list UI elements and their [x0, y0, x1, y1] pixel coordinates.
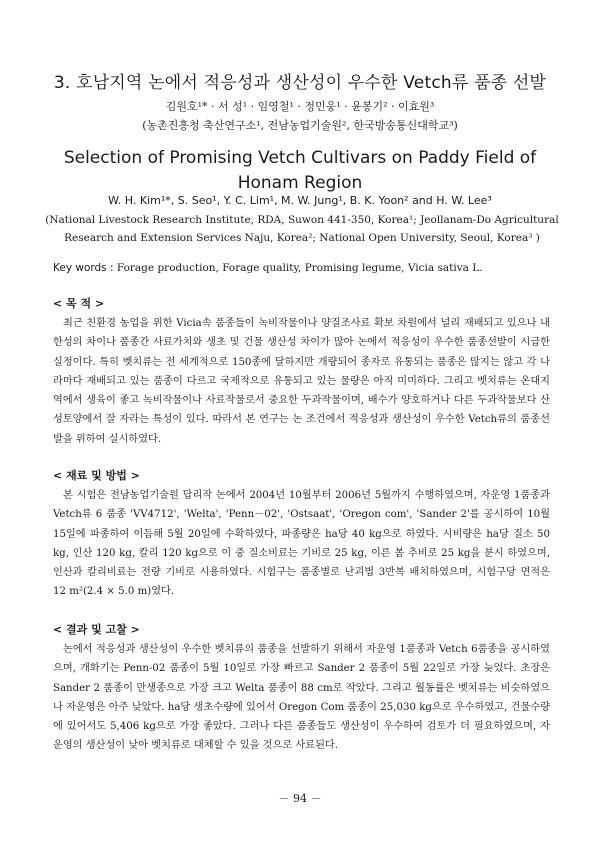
korean-affiliations: (농촌진흥청 축산연구소¹, 전남농업기술원², 한국방송통신대학교³): [142, 119, 458, 132]
section-text-methods: 본 시험은 전남농업기술원 답리작 논에서 2004년 10월부터 2006년 5월까지 수행하였으며, 자운영 1품종과 Vetch류 6 품종 'VV4712', 'Welta', 'Penn－02', 'Ostsaat', 'Oregon com', 'Sander 2'를 공시하여 10월 15일에 파종하여 이듬해 5월 20일에 수확하였다, 파종량은 ha당 40 kg으로 하였다. 시비량은 ha당 질소 50 kg, 인산 120 kg, 칼리 120 kg으로 이 중 질소비료는 기비로 25 kg, 이른 봄 추비로 25 kg을 분시 하였으며, 인산과 칼리비료는 전량 기비로 시용하였다. 시험구는 품종별로 난괴법 3반복 배치하였으며, 시험구당 면적은 12 m²(2.4 × 5.0 m)였다.: [53, 490, 550, 598]
section-heading-results: < 결과 및 고찰 >: [53, 623, 140, 636]
english-title: Selection of Promising Vetch Cultivars on Paddy Field of Honam Region: [63, 148, 537, 193]
keywords-label: Key words :: [53, 262, 114, 274]
page-number: － 94 －: [278, 792, 322, 805]
korean-authors: 김원호¹* · 서 성¹ · 임영철¹ · 정민웅¹ · 윤봉기² · 이효원³: [165, 100, 435, 113]
section-heading-methods: < 재료 및 방법 >: [53, 469, 140, 482]
english-authors: W. H. Kim¹*, S. Seo¹, Y. C. Lim¹, M. W. Jung¹, B. K. Yoon² and H. W. Lee³: [108, 194, 492, 207]
keywords-list: Forage production, Forage quality, Promising legume, Vicia sativa L.: [116, 262, 483, 274]
section-text-purpose: 최근 친환경 농업을 위한 Vicia속 품종들이 녹비작물이나 양질조사료 확보 차원에서 널리 재배되고 있으나 내한성의 차이나 품종간 사료가치와 생초 및 건물 생산성 차이가 많아 논에서 적응성이 우수한 품종선발이 시급한 실정이다. 특히 벳치류는 전 세계적으로 150종에 달하지만 개량되어 종자로 유통되는 품종은 많지는 않고 각 나라마다 재배되고 있는 품종이 다르고 국제적으로 유통되고 있는 물량은 아직 미미하다. 그리고 벳치류는 온대지역에서 생육이 좋고 녹비작물이나 사료작물로서 중요한 두과작물이며, 배수가 양호하거나 다른 두과작물보다 산성토양에서 잘 자라는 특성이 있다. 따라서 본 연구는 논 조건에서 적응성과 생산성이 우수한 Vetch류의 품종선발을 위하여 실시하였다.: [53, 318, 550, 445]
english-affiliations: (National Livestock Research Institute, RDA, Suwon 441-350, Korea¹; Jeollanam-Do Agricultural Research and Extension Services Naju, Korea²; National Open University, Seoul, Korea³ ): [45, 214, 559, 244]
section-text-results: 논에서 적응성과 생산성이 우수한 벳치류의 품종을 선발하기 위해서 자운영 1품종과 Vetch 6품종을 공시하였으며, 개화기는 Penn-02 품종이 5월 10일로 가장 빠르고 Sander 2 품종이 5월 22일로 가장 늦었다. 초장은 Sander 2 품종이 만생종으로 가장 크고 Welta 품종이 88 cm로 작았다. 그리고 월동률은 벳치류는 비슷하였으나 자운영은 아주 낮았다. ha당 생초수량에 있어서 Oregon Com 품종이 25,030 kg으로 우수하였고, 건물수량에 있어서도 5,406 kg으로 가장 좋았다. 그러나 다른 품종들도 생산성이 우수하여 검토가 더 필요하였으며, 자운영의 생산성이 낮아 벳치류로 대체할 수 있을 것으로 사료된다.: [53, 644, 550, 752]
section-heading-purpose: < 목 적 >: [53, 297, 105, 310]
keywords-line: [53, 262, 553, 274]
korean-title: 3. 호남지역 논에서 적응성과 생산성이 우수한 Vetch류 품종 선발: [53, 73, 547, 93]
